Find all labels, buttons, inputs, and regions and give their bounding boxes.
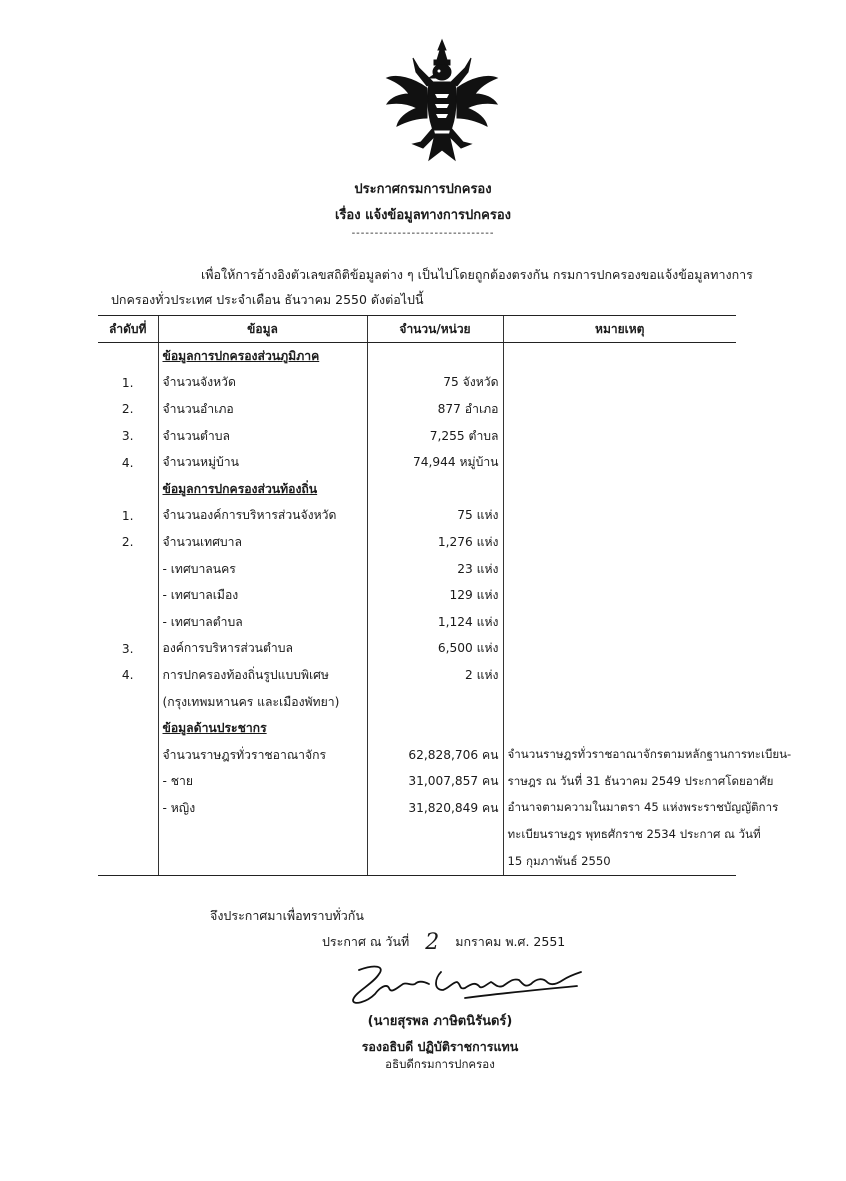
signer-organization: อธิบดีกรมการปกครอง	[385, 1057, 495, 1071]
table-row: ทะเบียนราษฎร พุทธศักราช 2534 ประกาศ ณ วันที่	[98, 822, 736, 849]
table-row: - เทศบาลเมือง 129 แห่ง	[98, 582, 736, 609]
handwritten-signature-icon	[345, 958, 585, 1008]
announcement-title: ประกาศกรมการปกครอง	[354, 182, 492, 197]
table-row: 15 กุมภาพันธ์ 2550	[98, 848, 736, 875]
table-row: 1. จำนวนจังหวัด 75 จังหวัด	[98, 370, 736, 397]
table-row: 2. จำนวนเทศบาล 1,276 แห่ง	[98, 529, 736, 556]
header-no: ลำดับที่	[98, 316, 158, 343]
table-row: 3. องค์การบริหารส่วนตำบล 6,500 แห่ง	[98, 636, 736, 663]
title-separator: -------------------------------	[351, 228, 495, 239]
announcement-subject: เรื่อง แจ้งข้อมูลทางการปกครอง	[334, 208, 511, 223]
table-row: (กรุงเทพมหานคร และเมืองพัทยา)	[98, 689, 736, 716]
table-row: จำนวนราษฎรทั่วราชอาณาจักร 62,828,706 คน จำนวนราษฎรทั่วราชอาณาจักรตามหลักฐานการทะเบียน-	[98, 742, 736, 769]
table-row	[98, 476, 736, 503]
section-heading-regional: ข้อมูลการปกครองส่วนภูมิภาค	[158, 343, 367, 370]
header-amount: จำนวน/หน่วย	[367, 316, 503, 343]
table-row: 2. จำนวนอำเภอ 877 อำเภอ	[98, 396, 736, 423]
table-row: - ชาย 31,007,857 คน ราษฎร ณ วันที่ 31 ธันวาคม 2549 ประกาศโดยอาศัย	[98, 769, 736, 796]
intro-line-2: ปกครองทั่วประเทศ ประจำเดือน ธันวาคม 2550 ดังต่อไปนี้	[111, 292, 424, 307]
table-row: 1. จำนวนองค์การบริหารส่วนจังหวัด 75 แห่ง	[98, 503, 736, 530]
table-row: 4. การปกครองท้องถิ่นรูปแบบพิเศษ 2 แห่ง	[98, 662, 736, 689]
date-prefix: ประกาศ ณ วันที่	[322, 934, 410, 949]
table-row: 4. จำนวนหมู่บ้าน 74,944 หมู่บ้าน	[98, 449, 736, 476]
date-day: 2	[425, 930, 440, 955]
section-heading-population: ข้อมูลด้านประชากร	[158, 715, 367, 742]
table-row: 3. จำนวนตำบล 7,255 ตำบล	[98, 423, 736, 450]
signer-name: (นายสุรพล ภาษิตนิรันดร์)	[367, 1014, 513, 1029]
header-item: ข้อมูล	[158, 316, 367, 343]
section-heading-local: ข้อมูลการปกครองส่วนท้องถิ่น	[158, 476, 367, 503]
table-row	[98, 715, 736, 742]
intro-line-1: เพื่อให้การอ้างอิงตัวเลขสถิติข้อมูลต่าง ๆ เป็นไปโดยถูกต้องตรงกัน กรมการปกครองขอแจ้งข้อมูลทางการ	[201, 267, 753, 282]
announcement-date	[322, 930, 565, 955]
garuda-emblem-icon	[383, 38, 501, 164]
date-suffix: มกราคม พ.ศ. 2551	[455, 934, 566, 949]
table-row: - เทศบาลนคร 23 แห่ง	[98, 556, 736, 583]
statistics-table	[98, 315, 792, 876]
table-row	[98, 343, 736, 370]
table-row: - เทศบาลตำบล 1,124 แห่ง	[98, 609, 736, 636]
header-note: หมายเหตุ	[503, 316, 736, 343]
table-row: - หญิง 31,820,849 คน อำนาจตามความในมาตรา 45 แห่งพระราชบัญญัติการ	[98, 795, 736, 822]
signer-position: รองอธิบดี ปฏิบัติราชการแทน	[361, 1039, 519, 1054]
closing-text: จึงประกาศมาเพื่อทราบทั่วกัน	[210, 908, 364, 923]
table-header-row	[98, 316, 736, 343]
